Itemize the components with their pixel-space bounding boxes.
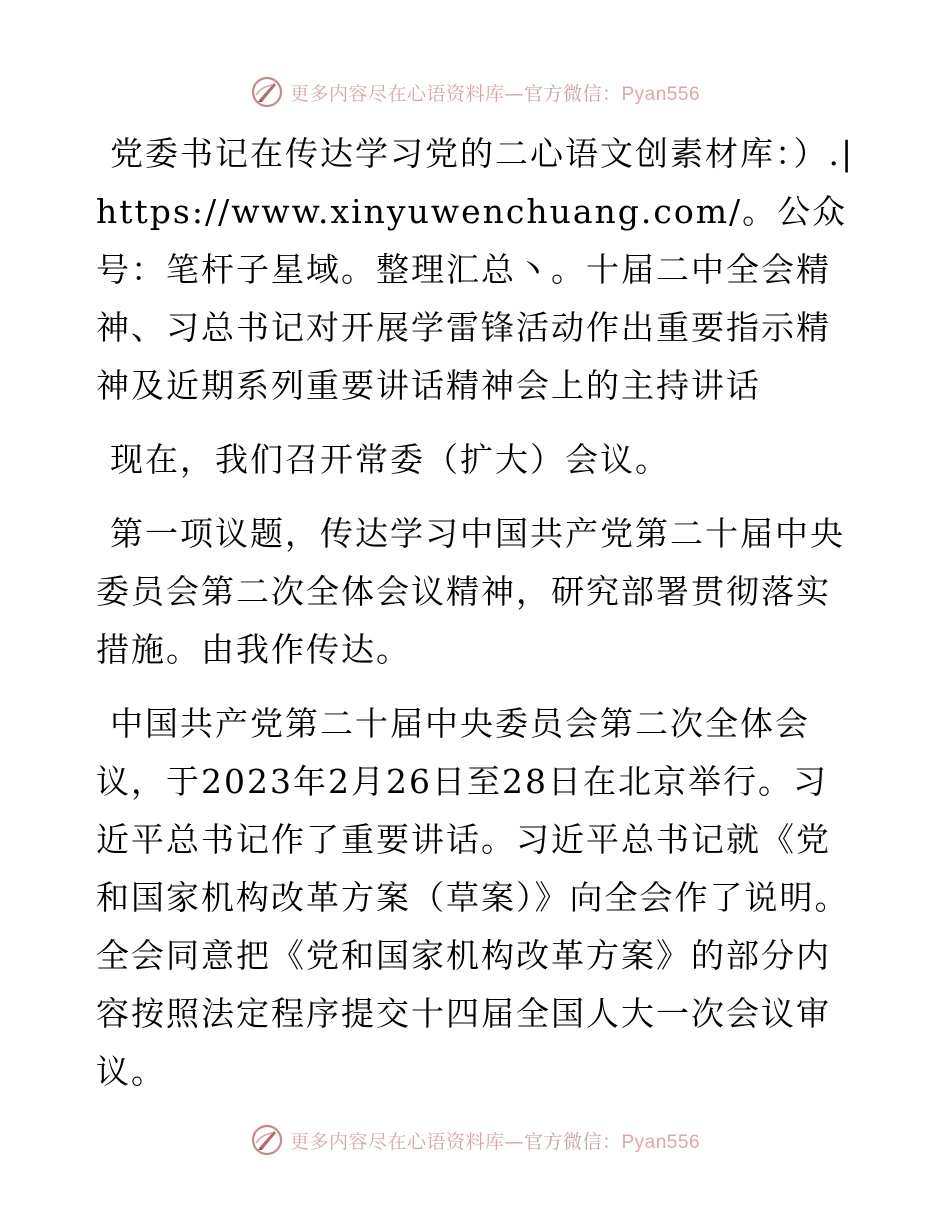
paragraph-first-agenda	[96, 505, 856, 679]
watermark-main-text: 更多内容尽在心语资料库	[289, 82, 505, 105]
paragraph-opening	[96, 431, 856, 489]
watermark-wechat-label: 官方微信：	[523, 82, 622, 105]
watermark-text	[290, 79, 700, 106]
watermark-separator: —	[504, 1130, 524, 1153]
quill-pen-logo-icon	[250, 1123, 284, 1157]
paragraph-text: 中国共产党第二十届中央委员会第二次全体会议，于2023年2月26日至28日在北京举行。习近平总书记作了重要讲话。习近平总书记就《党和国家机构改革方案（草案）》向全会作了说明。全会同意把《党和国家机构改革方案》的部分内容按照法定程序提交十四届全国人大一次会议审议。	[96, 704, 850, 1091]
header-watermark-banner	[0, 72, 950, 112]
quill-pen-logo-icon	[250, 75, 284, 109]
document-body	[96, 125, 856, 1117]
paragraph-title	[96, 125, 856, 415]
watermark-group	[250, 75, 700, 109]
watermark-main-text: 更多内容尽在心语资料库	[289, 1130, 505, 1153]
watermark-separator: —	[504, 82, 524, 105]
paragraph-text: 现在，我们召开常委（扩大）会议。	[110, 440, 670, 479]
paragraph-text: 党委书记在传达学习党的二心语文创素材库：）.|https://www.xinyuwenchuang.com/。公众号：笔杆子星域。整理汇总丶。十届二中全会精神、习总书记对开展学雷锋活动作出重要指示精神及近期系列重要讲话精神会上的主持讲话	[96, 134, 855, 405]
watermark-text	[290, 1127, 700, 1154]
paragraph-text: 第一项议题，传达学习中国共产党第二十届中央委员会第二次全体会议精神，研究部署贯彻落实措施。由我作传达。	[96, 514, 845, 669]
watermark-wechat-label: 官方微信：	[523, 1130, 622, 1153]
footer-watermark-banner	[0, 1120, 950, 1160]
watermark-wechat-id: Pyan556	[621, 1131, 701, 1153]
watermark-wechat-id: Pyan556	[621, 83, 701, 105]
watermark-group	[250, 1123, 700, 1157]
paragraph-plenary-session	[96, 695, 856, 1101]
